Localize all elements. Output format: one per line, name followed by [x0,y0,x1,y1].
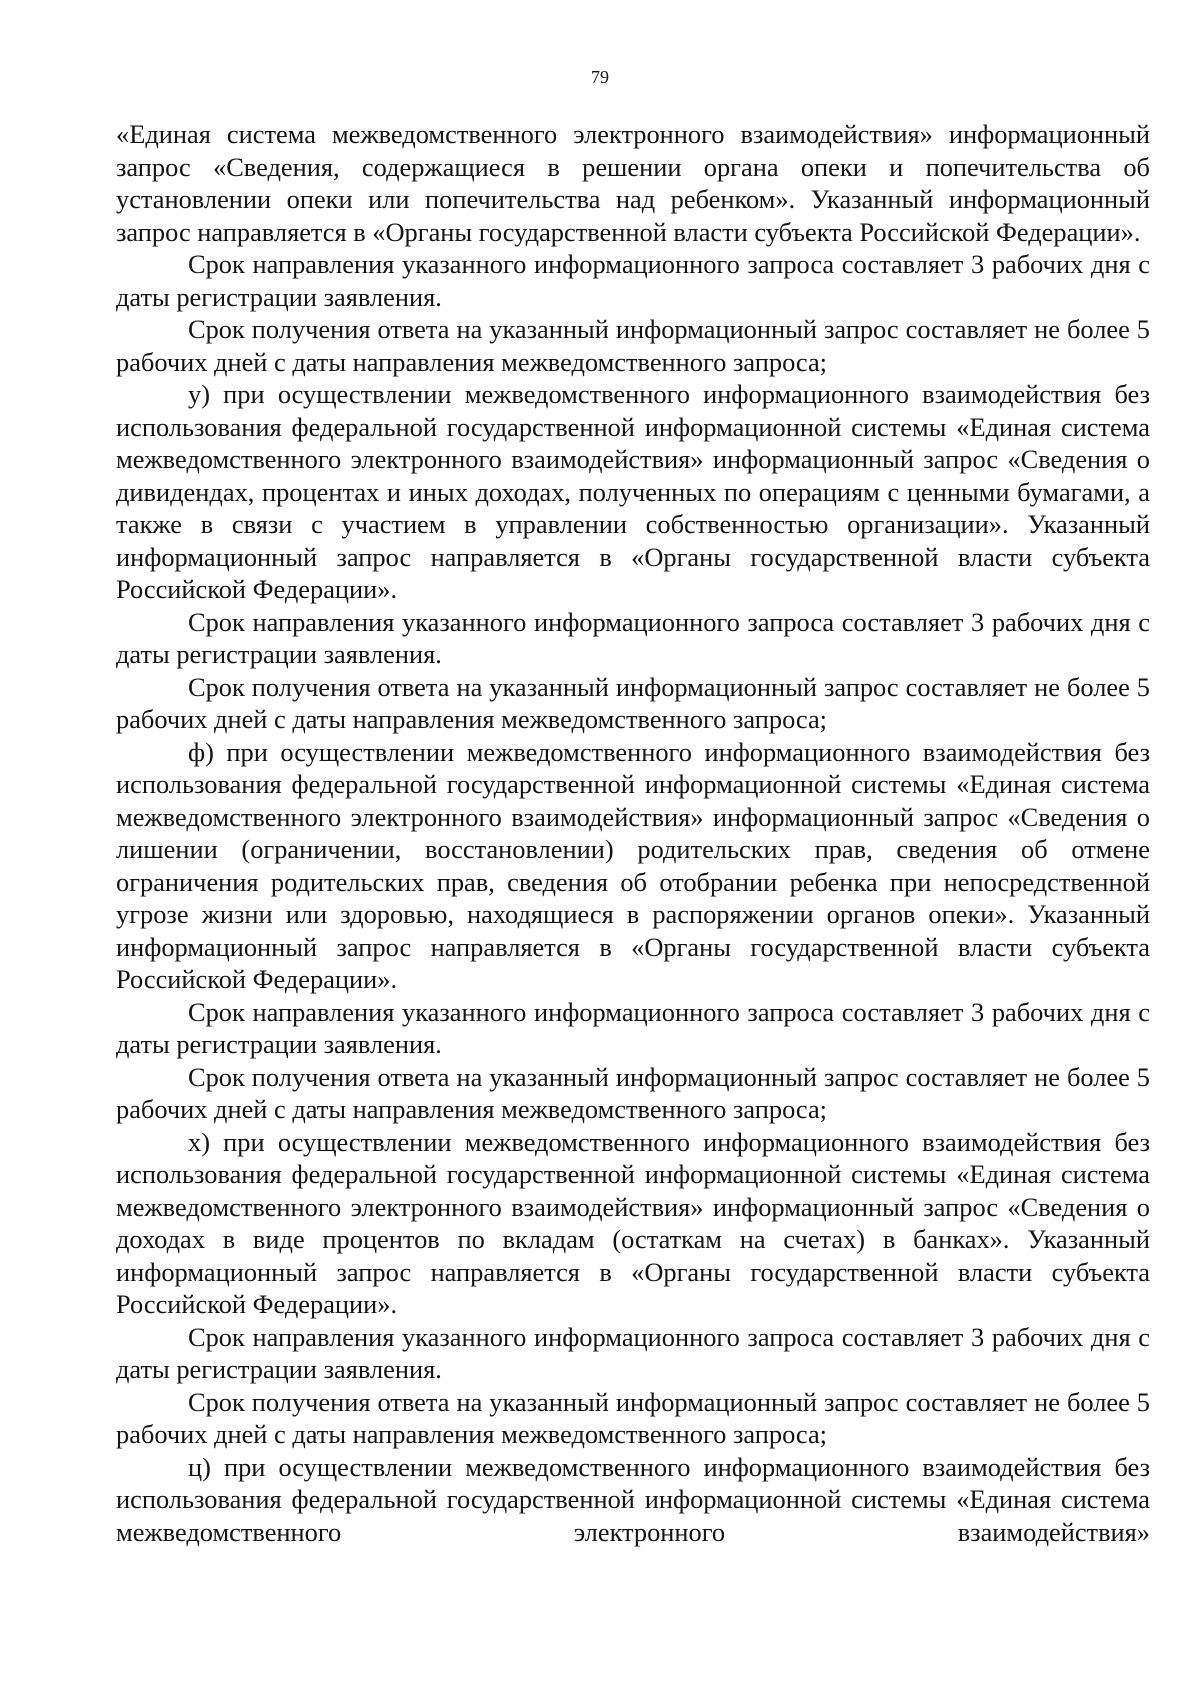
paragraph-deadline-send: Срок направления указанного информационного запроса составляет 3 рабочих дня с даты регистрации заявления. [116,249,1150,312]
paragraph-deadline-response: Срок получения ответа на указанный информационный запрос составляет не более 5 рабочих дней с даты направления межведомственного запроса; [116,671,1150,734]
paragraph-item-ts: ц) при осуществлении межведомственного информационного взаимодействия без использования федеральной государственной информационной системы «Единая система межведомственного электронного взаимодействия» [116,1451,1150,1547]
page-number: 79 [591,67,609,87]
paragraph-continuation: «Единая система межведомственного электронного взаимодействия» информационный запрос «Сведения, содержащиеся в решении органа опеки и попечительства об установлении опеки или попечительства над ребенком». Указанный информационный запрос направляется в «Органы государственной власти субъекта Российской Федерации». [116,119,1150,247]
paragraph-deadline-send: Срок направления указанного информационного запроса составляет 3 рабочих дня с даты регистрации заявления. [116,606,1150,669]
document-body [116,118,1150,1548]
paragraph-deadline-response: Срок получения ответа на указанный информационный запрос составляет не более 5 рабочих дней с даты направления межведомственного запроса; [116,1061,1150,1124]
paragraph-deadline-response: Срок получения ответа на указанный информационный запрос составляет не более 5 рабочих дней с даты направления межведомственного запроса; [116,1386,1150,1449]
paragraph-item-u: у) при осуществлении межведомственного информационного взаимодействия без использования федеральной государственной информационной системы «Единая система межведомственного электронного взаимодействия» информационный запрос «Сведения о дивидендах, процентах и иных доходах, полученных по операциям с ценными бумагами, а также в связи с участием в управлении собственностью организации». Указанный информационный запрос направляется в «Органы государственной власти субъекта Российской Федерации». [116,379,1150,604]
paragraph-item-f: ф) при осуществлении межведомственного информационного взаимодействия без использования федеральной государственной информационной системы «Единая система межведомственного электронного взаимодействия» информационный запрос «Сведения о лишении (ограничении, восстановлении) родительских прав, сведения об отмене ограничения родительских прав, сведения об отобрании ребенка при непосредственной угрозе жизни или здоровью, находящиеся в распоряжении органов опеки». Указанный информационный запрос направляется в «Органы государственной власти субъекта Российской Федерации». [116,736,1150,994]
paragraph-deadline-send: Срок направления указанного информационного запроса составляет 3 рабочих дня с даты регистрации заявления. [116,1321,1150,1384]
paragraph-deadline-response: Срок получения ответа на указанный информационный запрос составляет не более 5 рабочих дней с даты направления межведомственного запроса; [116,314,1150,377]
paragraph-deadline-send: Срок направления указанного информационного запроса составляет 3 рабочих дня с даты регистрации заявления. [116,996,1150,1059]
paragraph-item-kh: х) при осуществлении межведомственного информационного взаимодействия без использования федеральной государственной информационной системы «Единая система межведомственного электронного взаимодействия» информационный запрос «Сведения о доходах в виде процентов по вкладам (остаткам на счетах) в банках». Указанный информационный запрос направляется в «Органы государственной власти субъекта Российской Федерации». [116,1126,1150,1319]
